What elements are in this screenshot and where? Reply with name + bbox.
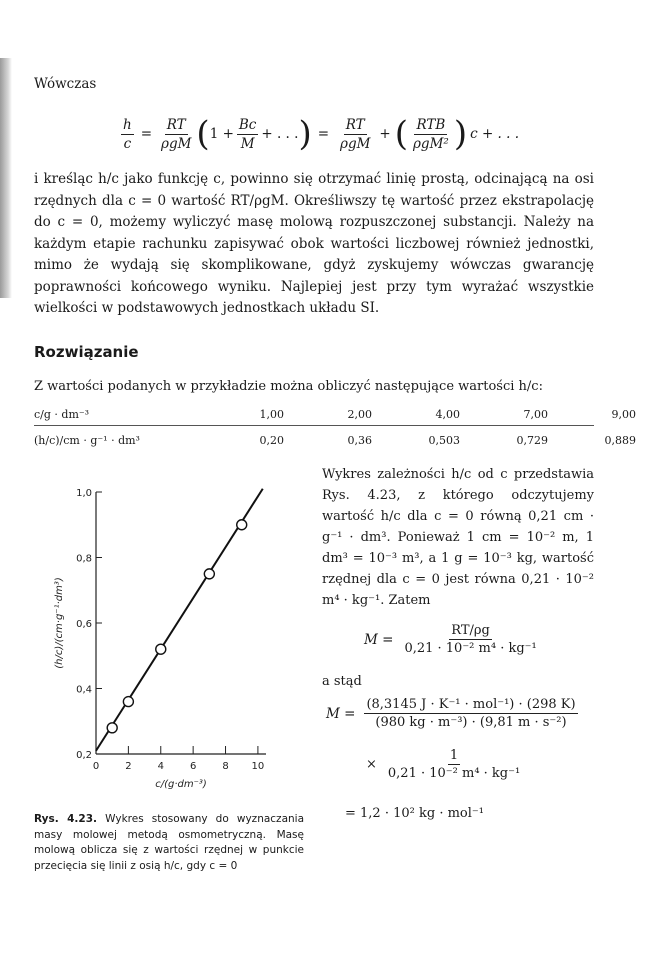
y-tick-label: 0,6 [76,619,92,630]
formula-RTB: RTB [416,116,446,133]
eqM2-den2: 0,21 · 10⁻² m⁴ · kg⁻¹ [387,766,521,781]
formula-plus: + [379,126,391,142]
y-tick-label: 0,8 [76,553,92,565]
data-point [204,569,214,579]
a-stad: a stąd [322,674,362,689]
formula-rhogM: ρgM [161,135,192,152]
eqM2-lhs: M = [326,705,356,722]
formula-c: c [123,135,132,152]
equation-factor [366,748,525,781]
eqM2-num: (8,3145 J · K⁻¹ · mol⁻¹) · (298 K) [366,697,576,712]
x-tick-label: 2 [125,761,132,772]
data-point [123,697,133,707]
table-cell: 0,20 [259,434,284,447]
y-tick-label: 0,2 [76,750,92,761]
x-axis-label: c/(g·dm⁻³) [155,779,207,790]
y-tick-label: 0,4 [76,684,92,696]
section-heading: Rozwiązanie [34,343,139,361]
osmometry-chart [40,478,310,798]
table-cell: 7,00 [523,408,548,421]
paragraph-method: i kreśląc h/c jako funkcję c, powinno się otrzymać linię prostą, odcinającą na osi rzędnych dla c = 0 wartość RT/ρgM. Określiwszy tę wartość przez ekstrapolację do c = 0, możemy wyliczyć masę molową rozpuszczonej substancji. Należy na każdym etapie rachunku zapisywać obok wartości liczbowej również jednostki, mimo że wydają się skomplikowane, gdyż zyskujemy wówczas gwarancję poprawności końcowego wyniku. Najlepiej jest przy tym wyrażać wszystkie wielkości w podstawowych jednostkach układu SI. [34,171,594,316]
eqM2-den: (980 kg · m⁻³) · (9,81 m · s⁻²) [375,715,567,730]
y-tick-label: 1,0 [76,488,92,499]
times-sign: × [366,757,377,772]
table-row-hc [34,425,636,451]
table-cell: 1,00 [259,408,284,421]
data-point [156,644,166,654]
table-cell: 0,729 [516,434,548,447]
caption-label: Rys. 4.23. [34,813,98,825]
formula-osmotic: $\frac{h}{c}$ = $\frac{RT}{\text{ρgM}}$ ( 1 + $\frac{Bc}{M}$ + . . . ) = $\frac{RT}{\text{ρgM}}$ + ( $\frac{\text{RTB}}{\text{ρgM²}}$ ) c + . . . [123,114,520,154]
table-cell: 0,889 [604,434,636,447]
table-cell: 9,00 [611,408,636,421]
eqM2-num2: 1 [449,748,459,763]
table-cell: 0,503 [428,434,460,447]
right-column-text: Wykres zależności h/c od c przedstawia Rys. 4.23, z którego odczytujemy wartość h/c dla c = 0 równą 0,21 cm · g⁻¹ · dm³. Ponieważ 1 cm = 10⁻² m, 1 dm³ = 10⁻³ m³, a 1 g = 10⁻³ kg, wartość rzędnej dla c = 0 jest równa 0,21 · 10⁻² m⁴ · kg⁻¹. Zatem [322,467,594,608]
formula-one-plus: 1 + [209,126,234,142]
page-edge-shadow [0,58,12,298]
formula-Bc: Bc [238,116,257,133]
values-table [34,404,636,451]
data-point [237,520,247,530]
equation-M [364,623,542,656]
table-cell: 4,00 [435,408,460,421]
row-label-hc: (h/c)/cm · g⁻¹ · dm³ [34,434,140,447]
formula-RT2: RT [345,116,365,133]
equation-M-numeric [326,697,581,730]
formula-rhogM-sq: ρgM² [413,135,449,152]
formula-eq2: = [317,126,330,142]
formula-plus-dots: + . . . [261,126,299,142]
formula-h: h [123,116,132,133]
result: = 1,2 · 10² kg · mol⁻¹ [345,806,484,821]
eqM-lhs: M = [364,631,394,648]
eqM-num: RT/ρg [451,623,490,638]
formula-eq1: = [140,126,153,142]
intro-text: Wówczas [34,76,97,92]
row-label-c: c/g · dm⁻³ [34,408,90,421]
data-point [107,723,117,733]
table-cell: 0,36 [347,434,372,447]
x-tick-label: 0 [92,761,100,772]
x-tick-label: 4 [157,761,164,772]
table-row-c [34,404,636,425]
formula-M: M [240,135,255,152]
table-intro: Z wartości podanych w przykładzie można obliczyć następujące wartości h/c: [34,379,543,394]
figure-caption [34,812,304,874]
eqM-den: 0,21 · 10⁻² m⁴ · kg⁻¹ [404,641,537,656]
x-tick-label: 6 [189,761,197,772]
x-tick-label: 10 [251,761,265,772]
formula-tail: c + . . . [470,126,520,142]
x-tick-label: 8 [222,761,229,772]
caption-text: Wykres stosowany do wyznaczania masy molowej metodą osmometryczną. Masę molową oblicza się z wartości rzędnej w punkcie przecięcia się linii z osią h/c, gdy c = 0 [34,813,305,872]
formula-rhogM2: ρgM [340,135,371,152]
table-cell: 2,00 [347,408,372,421]
y-axis-label: (h/c)/(cm·g⁻¹·dm³) [54,577,65,669]
formula-RT: RT [166,116,186,133]
